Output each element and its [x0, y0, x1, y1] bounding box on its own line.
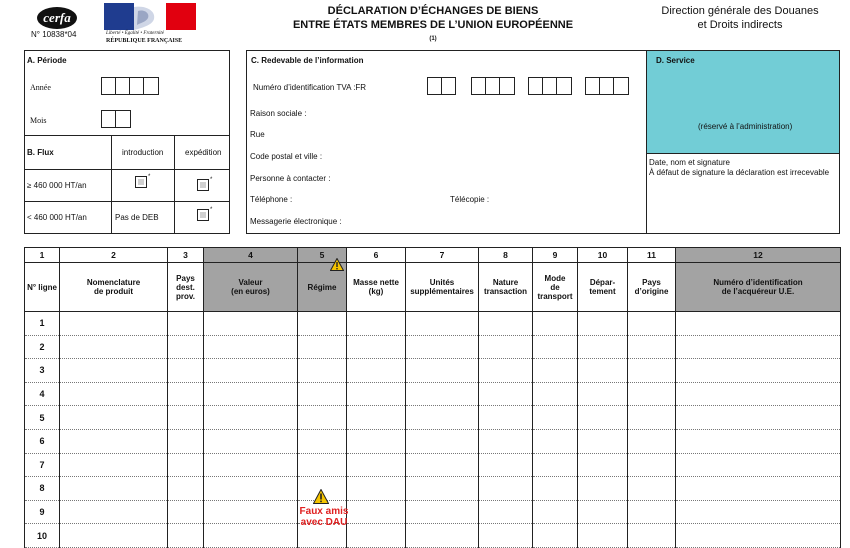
republique-francaise: RÉPUBLIQUE FRANÇAISE — [106, 38, 183, 44]
direction-line-1: Direction générale des Douanes — [661, 5, 819, 17]
tva-digit-2[interactable] — [441, 77, 456, 95]
table-cell[interactable] — [406, 312, 479, 336]
table-cell[interactable] — [204, 477, 298, 501]
line-number: 7 — [25, 453, 60, 477]
line-number: 9 — [25, 500, 60, 524]
table-cell[interactable] — [60, 500, 168, 524]
table-cell[interactable] — [60, 477, 168, 501]
table-row — [25, 429, 841, 453]
annee-digit-3[interactable] — [129, 77, 144, 95]
marianne-motto: Liberté • Égalité • Fraternité — [106, 31, 164, 36]
column-number: 7 — [406, 248, 479, 263]
table-cell[interactable] — [578, 406, 628, 430]
table-cell[interactable] — [347, 382, 406, 406]
annee-input[interactable] — [101, 77, 159, 95]
table-cell[interactable] — [347, 406, 406, 430]
section-a-title: A. Période — [27, 56, 67, 65]
table-cell[interactable] — [204, 524, 298, 548]
service-reserved-area — [646, 50, 840, 154]
cerfa-logo-text: cerfa — [43, 10, 71, 25]
table-cell[interactable] — [578, 382, 628, 406]
table-cell[interactable] — [479, 406, 533, 430]
table-cell[interactable] — [533, 382, 578, 406]
table-row — [25, 453, 841, 477]
table-cell[interactable] — [406, 453, 479, 477]
table-cell[interactable] — [479, 477, 533, 501]
table-cell[interactable] — [479, 429, 533, 453]
line-number: 4 — [25, 382, 60, 406]
signature-warning: À défaut de signature la déclaration est irrecevable — [649, 168, 830, 177]
table-cell[interactable] — [347, 477, 406, 501]
column-number-row — [25, 248, 841, 263]
table-cell[interactable] — [204, 500, 298, 524]
mois-label: Mois — [30, 116, 47, 125]
column-header: Pays dest. prov. — [168, 263, 204, 312]
col-expedition: expédition — [185, 148, 222, 157]
title-line-2-text: ENTRE ÉTATS MEMBRES DE L’UNION EUROPÉENNE — [292, 19, 574, 31]
tva-digit-10[interactable] — [599, 77, 614, 95]
table-body — [25, 248, 841, 548]
cerfa-logo — [37, 7, 77, 29]
column-header: Valeur (en euros) — [204, 263, 298, 312]
table-cell[interactable] — [479, 335, 533, 359]
direction-generale — [640, 4, 840, 32]
table-cell[interactable] — [60, 359, 168, 383]
table-cell[interactable] — [533, 500, 578, 524]
table-cell[interactable] — [533, 406, 578, 430]
table-row — [25, 524, 841, 548]
checkbox-expedition-below[interactable] — [197, 209, 209, 221]
tva-digit-6[interactable] — [528, 77, 543, 95]
table-cell[interactable] — [298, 453, 347, 477]
table-cell[interactable] — [406, 524, 479, 548]
table-cell[interactable] — [628, 359, 676, 383]
table-cell[interactable] — [347, 429, 406, 453]
cerfa-number: N° 10838*04 — [31, 30, 77, 39]
checkbox-note-1: * — [148, 174, 151, 180]
column-number: 3 — [168, 248, 204, 263]
table-cell[interactable] — [168, 453, 204, 477]
table-cell[interactable] — [406, 477, 479, 501]
line-number: 2 — [25, 335, 60, 359]
table-cell[interactable] — [578, 453, 628, 477]
annee-digit-1[interactable] — [101, 77, 116, 95]
table-cell[interactable] — [628, 429, 676, 453]
declaration-table — [24, 247, 841, 548]
line-number: 6 — [25, 429, 60, 453]
checkbox-expedition-above[interactable] — [197, 179, 209, 191]
flux-col-line-1 — [111, 135, 112, 234]
table-cell[interactable] — [628, 382, 676, 406]
tva-digit-7[interactable] — [542, 77, 557, 95]
section-d-title: D. Service — [656, 56, 695, 65]
column-header: Nomenclature de produit — [60, 263, 168, 312]
table-cell[interactable] — [676, 359, 841, 383]
table-cell[interactable] — [479, 312, 533, 336]
rue-label: Rue — [250, 130, 265, 139]
column-number: 1 — [25, 248, 60, 263]
table-row — [25, 406, 841, 430]
table-cell[interactable] — [533, 335, 578, 359]
table-cell[interactable] — [578, 500, 628, 524]
table-cell[interactable] — [628, 335, 676, 359]
column-header: Pays d’origine — [628, 263, 676, 312]
flux-row-line-1 — [24, 169, 230, 170]
table-cell[interactable] — [628, 524, 676, 548]
table-cell[interactable] — [406, 335, 479, 359]
table-cell[interactable] — [533, 312, 578, 336]
line-number: 5 — [25, 406, 60, 430]
tva-digit-11[interactable] — [613, 77, 629, 95]
tva-digit-8[interactable] — [556, 77, 572, 95]
column-header: Nature transaction — [479, 263, 533, 312]
column-header: Mode de transport — [533, 263, 578, 312]
section-c-title: C. Redevable de l’information — [251, 56, 364, 65]
faux-amis-line-2: avec DAU — [300, 517, 348, 528]
table-cell[interactable] — [168, 500, 204, 524]
table-cell[interactable] — [298, 382, 347, 406]
telephone-label: Téléphone : — [250, 195, 293, 204]
table-cell[interactable] — [533, 477, 578, 501]
table-cell[interactable] — [60, 312, 168, 336]
table-cell[interactable] — [676, 429, 841, 453]
table-cell[interactable] — [676, 406, 841, 430]
table-cell[interactable] — [406, 382, 479, 406]
table-cell[interactable] — [347, 312, 406, 336]
table-row — [25, 359, 841, 383]
tva-digit-9[interactable] — [585, 77, 600, 95]
column-header: N° ligne — [25, 263, 60, 312]
table-cell[interactable] — [676, 524, 841, 548]
tva-digit-3[interactable] — [471, 77, 486, 95]
table-cell[interactable] — [533, 524, 578, 548]
table-row — [25, 382, 841, 406]
table-cell[interactable] — [347, 453, 406, 477]
column-header: Masse nette (kg) — [347, 263, 406, 312]
table-cell[interactable] — [298, 429, 347, 453]
column-number: 9 — [533, 248, 578, 263]
page-title — [288, 4, 578, 49]
column-header: Régime — [298, 263, 347, 312]
line-number: 1 — [25, 312, 60, 336]
flux-row-line-2 — [24, 201, 230, 202]
table-cell[interactable] — [60, 406, 168, 430]
tva-digit-4[interactable] — [485, 77, 500, 95]
table-cell[interactable] — [578, 477, 628, 501]
table-cell[interactable] — [204, 335, 298, 359]
table-cell[interactable] — [60, 429, 168, 453]
column-number: 11 — [628, 248, 676, 263]
annee-digit-2[interactable] — [115, 77, 130, 95]
table-cell[interactable] — [298, 406, 347, 430]
table-cell[interactable] — [479, 500, 533, 524]
table-cell[interactable] — [479, 524, 533, 548]
title-line-1: DÉCLARATION D’ÉCHANGES DE BIENS — [327, 5, 539, 17]
table-cell[interactable] — [479, 382, 533, 406]
table-cell[interactable] — [60, 524, 168, 548]
column-header: Unités supplémentaires — [406, 263, 479, 312]
table-row — [25, 477, 841, 501]
table-cell[interactable] — [479, 359, 533, 383]
column-number: 10 — [578, 248, 628, 263]
table-cell[interactable] — [204, 382, 298, 406]
table-cell[interactable] — [676, 312, 841, 336]
table-cell[interactable] — [298, 335, 347, 359]
table-cell[interactable] — [533, 453, 578, 477]
column-number: 2 — [60, 248, 168, 263]
table-cell[interactable] — [168, 312, 204, 336]
table-cell[interactable] — [168, 406, 204, 430]
table-cell[interactable] — [676, 477, 841, 501]
date-signature-label: Date, nom et signature — [649, 158, 730, 167]
table-cell[interactable] — [168, 477, 204, 501]
table-cell[interactable] — [676, 500, 841, 524]
table-cell[interactable] — [628, 453, 676, 477]
table-cell[interactable] — [347, 359, 406, 383]
checkbox-note-3: * — [210, 207, 213, 213]
column-header: Dépar- tement — [578, 263, 628, 312]
table-row — [25, 335, 841, 359]
line-number: 3 — [25, 359, 60, 383]
table-cell[interactable] — [406, 359, 479, 383]
personne-label: Personne à contacter : — [250, 174, 331, 183]
table-cell[interactable] — [204, 406, 298, 430]
table-cell[interactable] — [298, 312, 347, 336]
table-cell[interactable] — [628, 500, 676, 524]
column-number: 8 — [479, 248, 533, 263]
table-cell[interactable] — [676, 453, 841, 477]
table-cell[interactable] — [628, 312, 676, 336]
table-row — [25, 500, 841, 524]
reserve-administration: (réservé à l’administration) — [698, 122, 793, 131]
table-cell[interactable] — [347, 524, 406, 548]
table-cell[interactable] — [406, 500, 479, 524]
row-below-threshold: < 460 000 HT/an — [27, 213, 87, 222]
table-row — [25, 312, 841, 336]
table-cell[interactable] — [676, 382, 841, 406]
table-cell[interactable] — [406, 429, 479, 453]
marianne-logo — [104, 3, 196, 30]
table-cell[interactable] — [578, 312, 628, 336]
table-cell[interactable] — [168, 382, 204, 406]
table-cell[interactable] — [168, 429, 204, 453]
table-cell[interactable] — [479, 453, 533, 477]
messagerie-label: Messagerie électronique : — [250, 217, 342, 226]
mois-digit-1[interactable] — [101, 110, 116, 128]
mois-digit-2[interactable] — [115, 110, 131, 128]
table-cell[interactable] — [204, 429, 298, 453]
pas-de-deb: Pas de DEB — [115, 213, 159, 222]
checkbox-note-2: * — [210, 177, 213, 183]
table-cell[interactable] — [578, 524, 628, 548]
tva-digit-5[interactable] — [499, 77, 515, 95]
section-b-title: B. Flux — [27, 148, 54, 157]
column-number: 6 — [347, 248, 406, 263]
table-cell[interactable] — [60, 453, 168, 477]
table-cell[interactable] — [204, 359, 298, 383]
raison-sociale-label: Raison sociale : — [250, 109, 307, 118]
column-number: 12 — [676, 248, 841, 263]
column-header-row — [25, 263, 841, 312]
table-cell[interactable] — [578, 429, 628, 453]
checkbox-introduction-above[interactable] — [135, 176, 147, 188]
table-cell[interactable] — [347, 335, 406, 359]
annee-digit-4[interactable] — [143, 77, 159, 95]
col-introduction: introduction — [122, 148, 164, 157]
flux-col-line-2 — [174, 135, 175, 234]
regime-warning-icon — [330, 258, 344, 276]
title-line-2 — [288, 18, 578, 49]
table-cell[interactable] — [533, 429, 578, 453]
column-number: 4 — [204, 248, 298, 263]
tva-digit-1[interactable] — [427, 77, 442, 95]
table-cell[interactable] — [204, 312, 298, 336]
table-cell[interactable] — [578, 359, 628, 383]
table-cell[interactable] — [204, 453, 298, 477]
line-number: 10 — [25, 524, 60, 548]
table-cell[interactable] — [533, 359, 578, 383]
telecopie-label: Télécopie : — [450, 195, 490, 204]
table-cell[interactable] — [60, 382, 168, 406]
direction-line-2: et Droits indirects — [697, 19, 783, 31]
mois-input[interactable] — [101, 110, 131, 128]
tva-label: Numéro d’identification TVA :FR — [253, 83, 367, 92]
faux-amis-line-1: Faux amis — [299, 506, 349, 517]
table-cell[interactable] — [168, 335, 204, 359]
row-above-threshold: ≥ 460 000 HT/an — [27, 181, 87, 190]
flux-top-line — [24, 135, 230, 136]
table-cell[interactable] — [676, 335, 841, 359]
line-number: 8 — [25, 477, 60, 501]
table-cell[interactable] — [628, 477, 676, 501]
code-postal-label: Code postal et ville : — [250, 152, 323, 161]
table-cell[interactable] — [168, 359, 204, 383]
table-cell[interactable] — [347, 500, 406, 524]
column-number: 5 — [298, 248, 347, 263]
table-cell[interactable] — [298, 359, 347, 383]
column-header: Numéro d’identification de l’acquéreur U.E. — [676, 263, 841, 312]
title-footnote: (1) — [429, 36, 437, 42]
table-cell[interactable] — [406, 406, 479, 430]
faux-amis-annotation — [297, 506, 351, 528]
table-cell[interactable] — [60, 335, 168, 359]
table-cell[interactable] — [168, 524, 204, 548]
table-cell[interactable] — [628, 406, 676, 430]
annee-label: Année — [30, 83, 51, 92]
tva-input[interactable] — [427, 77, 631, 95]
table-cell[interactable] — [578, 335, 628, 359]
